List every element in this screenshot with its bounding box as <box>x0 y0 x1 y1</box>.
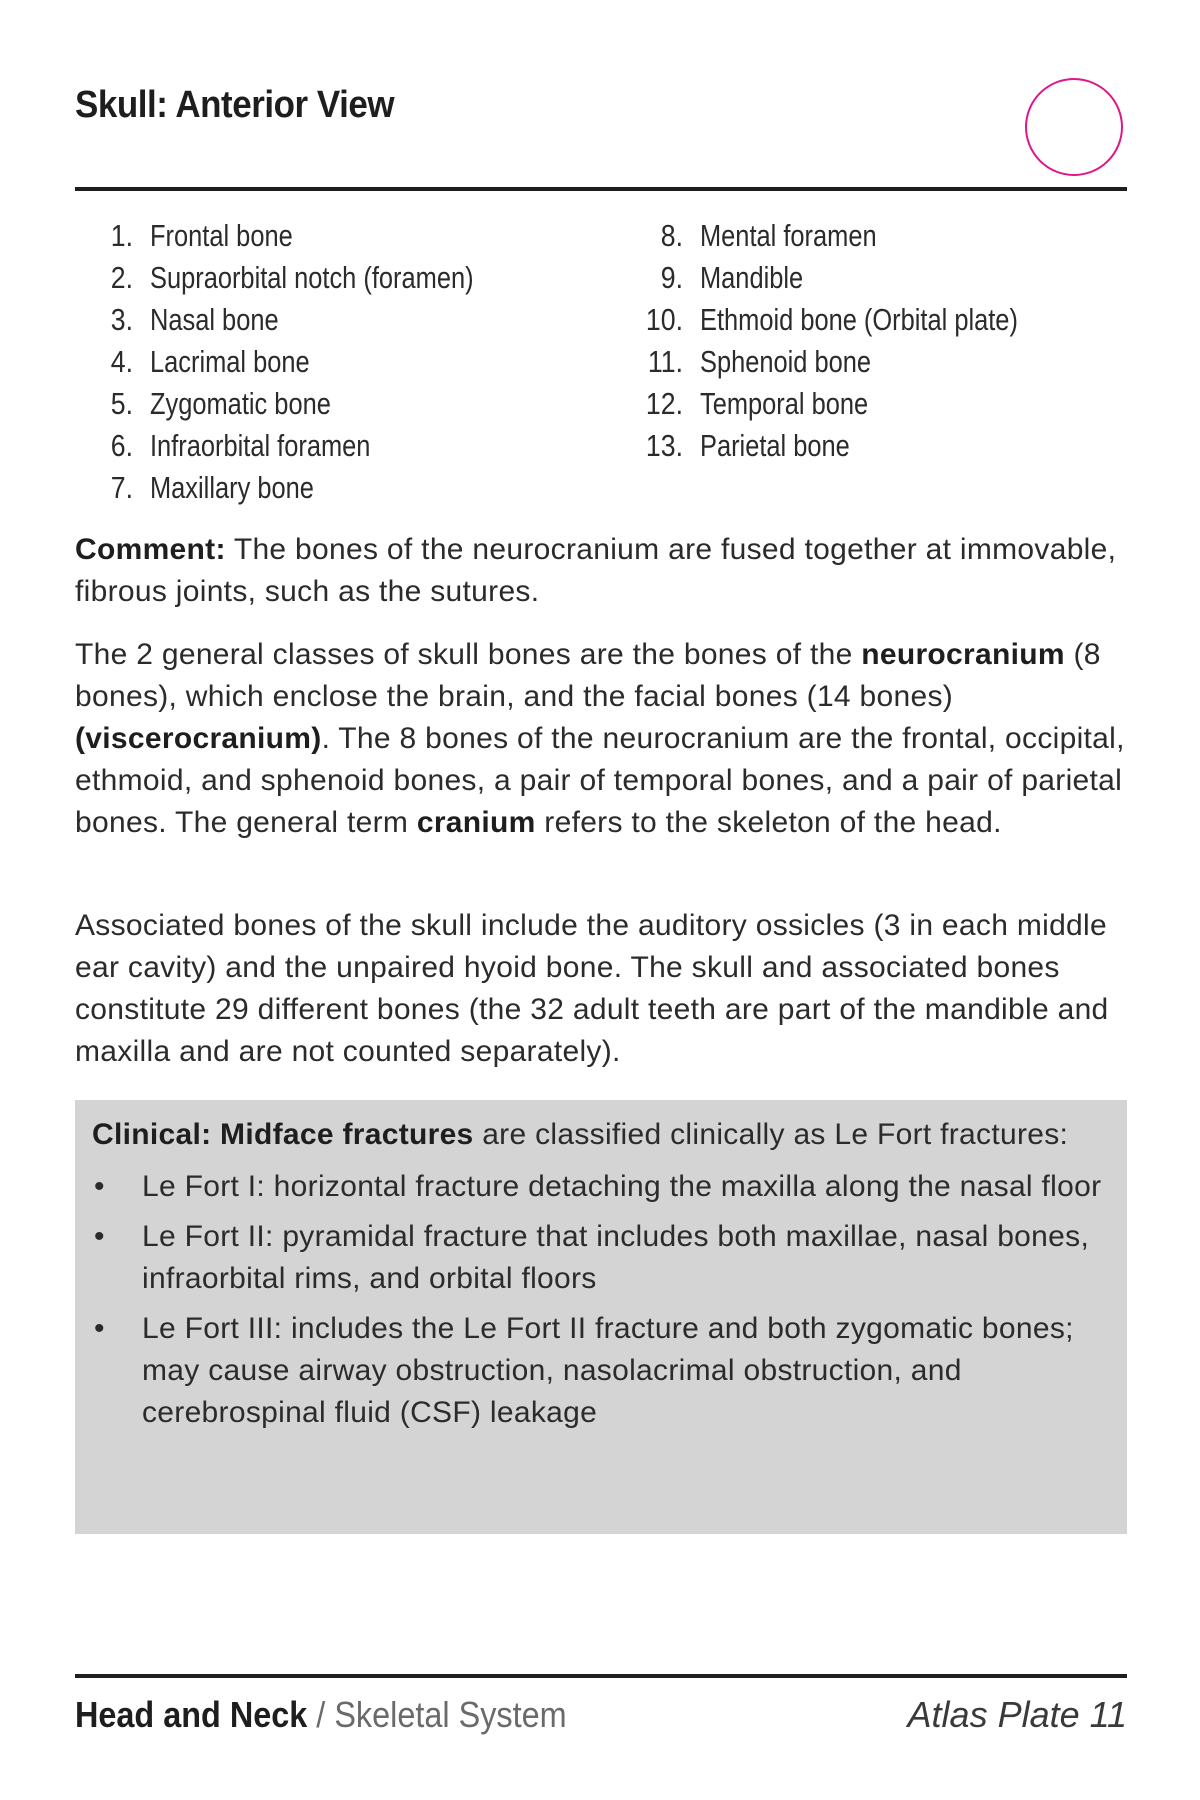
comment-paragraph <box>75 529 1127 613</box>
paragraph-text: refers to the skeleton of the head. <box>535 806 1002 839</box>
legend-item <box>75 383 331 425</box>
legend-number: 10. <box>645 302 683 337</box>
legend-number: 13. <box>645 428 683 463</box>
bullet-icon: • <box>94 1170 105 1203</box>
legend-number: 6. <box>110 428 133 463</box>
legend-number: 4. <box>110 344 133 379</box>
term-cranium: cranium <box>416 806 536 839</box>
footer-breadcrumb <box>75 1694 567 1736</box>
legend-number: 8. <box>660 218 683 253</box>
legend-label: Ethmoid bone (Orbital plate) <box>700 302 1018 337</box>
legend-label: Infraorbital foramen <box>150 428 371 463</box>
comment-text: The bones of the neurocranium are fused together at immovable, fibrous joints, such as the sutures. <box>75 533 1117 608</box>
top-rule <box>75 187 1127 191</box>
legend-label: Frontal bone <box>150 218 293 253</box>
plate-number: Atlas Plate 11 <box>907 1694 1127 1735</box>
legend-item <box>625 299 1018 341</box>
legend-number: 1. <box>110 218 133 253</box>
plate-marker-ring <box>1025 78 1123 176</box>
clinical-box <box>75 1100 1127 1534</box>
legend-item <box>625 383 869 425</box>
legend-label: Mandible <box>700 260 804 295</box>
legend-item <box>625 257 804 299</box>
footer-subsection: Skeletal System <box>334 1694 567 1735</box>
paragraph-text: . The 8 bones of the neurocranium are the frontal, occipital, ethmoid, and sphenoid bones, a pair of temporal bones, and a pair of parietal bones. The general term <box>75 722 1125 839</box>
list-item <box>92 1308 1109 1434</box>
page <box>75 0 1127 1800</box>
legend-item <box>75 299 279 341</box>
legend-label: Nasal bone <box>150 302 279 337</box>
header <box>75 78 1127 188</box>
legend-number: 12. <box>645 386 683 421</box>
list-item <box>92 1216 1109 1300</box>
legend-item <box>625 215 877 257</box>
term-neurocranium: neurocranium <box>861 638 1065 671</box>
legend-number: 9. <box>660 260 683 295</box>
legend-number: 2. <box>110 260 133 295</box>
legend-number: 7. <box>110 470 133 505</box>
legend-item <box>75 425 371 467</box>
legend-item <box>625 341 872 383</box>
legend-label: Zygomatic bone <box>150 386 331 421</box>
legend-label: Maxillary bone <box>150 470 314 505</box>
associated-bones-paragraph <box>75 905 1127 1073</box>
legend-column-right <box>625 215 1018 467</box>
bullet-icon: • <box>94 1220 105 1253</box>
legend-item <box>75 467 314 509</box>
legend-item <box>625 425 850 467</box>
footer <box>75 1694 1127 1744</box>
legend-number: 11. <box>647 344 683 379</box>
term-viscerocranium: (viscerocranium) <box>75 722 322 755</box>
legend-label: Supraorbital notch (foramen) <box>150 260 474 295</box>
footer-separator: / <box>307 1694 335 1735</box>
legend-column-left <box>75 215 474 509</box>
page-title: Skull: Anterior View <box>75 84 395 126</box>
legend-label: Mental foramen <box>700 218 877 253</box>
skull-classes-paragraph <box>75 634 1127 844</box>
legend-number: 3. <box>110 302 133 337</box>
paragraph-text: (8 bones), which enclose the brain, and the facial bones (14 bones) <box>75 638 1101 713</box>
clinical-text: are classified clinically as Le Fort fractures: <box>473 1118 1069 1151</box>
bullet-icon: • <box>94 1312 105 1345</box>
list-item-text: Le Fort III: includes the Le Fort II fracture and both zygomatic bones; may cause airway obstruction, nasolacrimal obstruction, and cerebrospinal fluid (CSF) leakage <box>142 1312 1074 1429</box>
list-item-text: Le Fort II: pyramidal fracture that includes both maxillae, nasal bones, infraorbital rims, and orbital floors <box>142 1220 1090 1295</box>
list-item <box>92 1166 1109 1208</box>
legend-number: 5. <box>110 386 133 421</box>
legend-item <box>75 215 293 257</box>
legend-label: Parietal bone <box>700 428 850 463</box>
legend-item <box>75 341 310 383</box>
bottom-rule <box>75 1674 1127 1678</box>
le-fort-list <box>92 1166 1109 1434</box>
paragraph-text: Associated bones of the skull include the auditory ossicles (3 in each middle ear cavity) and the unpaired hyoid bone. The skull and associated bones constitute 29 different bones (the 32 adult teeth are part of the mandible and maxilla and are not counted separately). <box>75 909 1109 1068</box>
legend-label: Lacrimal bone <box>150 344 310 379</box>
clinical-lead: Clinical: Midface fractures <box>92 1118 474 1151</box>
comment-lead: Comment: <box>75 533 226 566</box>
footer-section: Head and Neck <box>75 1694 308 1735</box>
legend-label: Temporal bone <box>700 386 869 421</box>
list-item-text: Le Fort I: horizontal fracture detaching the maxilla along the nasal floor <box>142 1170 1102 1203</box>
legend-label: Sphenoid bone <box>700 344 872 379</box>
paragraph-text: The 2 general classes of skull bones are the bones of the <box>75 638 862 671</box>
legend-item <box>75 257 474 299</box>
